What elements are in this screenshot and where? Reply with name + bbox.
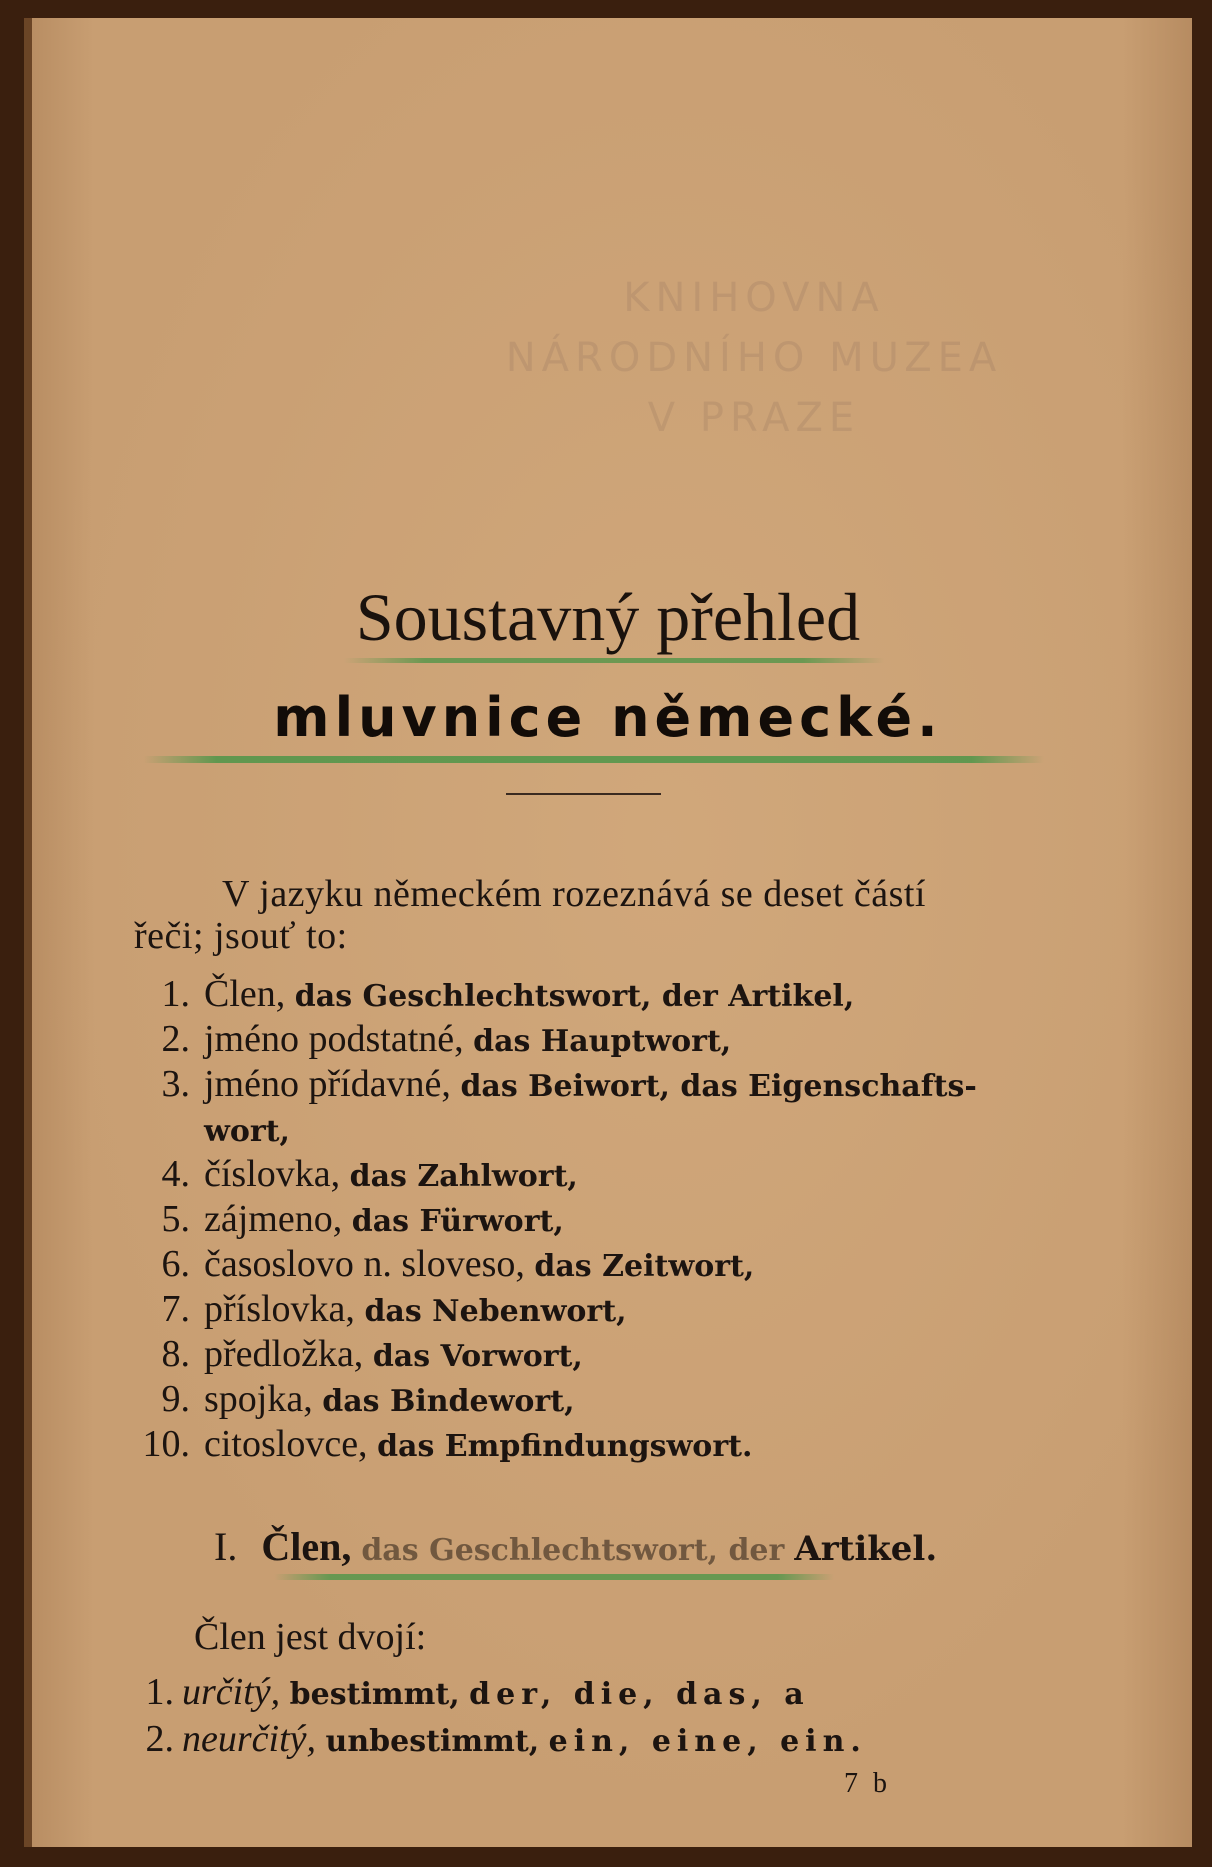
list-item-number: 10. [142,1423,190,1465]
list-item-number: 9. [161,1378,190,1420]
list-item [134,1153,1094,1198]
list-item-german: das Bindewort, [322,1384,575,1419]
list-item-german: das Beiwort, das Eigenschafts- [460,1069,977,1104]
list-item-czech: příslovka, [204,1288,355,1330]
book-page [24,18,1192,1847]
list-item-german: das Hauptwort, [473,1024,732,1059]
article-german: unbestimmt, [325,1724,540,1759]
list-item-czech: číslovka, [204,1153,341,1195]
subtitle-underline [144,756,1044,763]
list-item [134,1018,1094,1063]
article-czech: určitý, [182,1671,281,1713]
divider-rule [506,793,661,795]
list-item-czech: časoslovo n. sloveso, [204,1243,525,1285]
section-german: Artikel. [794,1529,938,1569]
stamp-line-1: KNIHOVNA [623,275,885,321]
article-czech: neurčitý, [182,1718,317,1760]
list-item-czech: zájmeno, [204,1198,343,1240]
page-spine-edge [24,18,32,1847]
list-item [134,1198,1094,1243]
list-item [134,1288,1094,1333]
list-item-german: das Vorwort, [372,1339,583,1374]
list-item-czech: spojka, [204,1378,313,1420]
list-item-czech: citoslovce, [204,1423,368,1465]
library-stamp [494,268,1014,468]
article-number: 2. [145,1718,174,1760]
list-item [134,1063,1094,1153]
list-item [134,973,1094,1018]
list-item [134,1670,1094,1717]
article-forms: ein, eine, ein. [548,1724,867,1759]
article-number: 1. [145,1671,174,1713]
section-number: I. [214,1524,238,1569]
list-item-german: das Nebenwort, [364,1294,627,1329]
list-item-number: 4. [161,1153,190,1195]
stamp-line-3: V PRAZE [647,395,861,441]
list-item-german: das Empfindungswort. [377,1429,753,1464]
list-item-czech: Člen, [204,973,286,1015]
list-item-german: das Zahlwort, [349,1159,578,1194]
intro-line-2: řeči; jsouť to: [134,915,348,957]
list-item-german: das Zeitwort, [534,1249,755,1284]
article-forms: der, die, das, a [469,1677,810,1712]
list-item [134,1333,1094,1378]
section-czech: Člen, [261,1524,352,1569]
list-item-czech: jméno přídavné, [204,1063,451,1105]
section-heading [214,1523,1114,1570]
list-item-czech: jméno podstatné, [204,1018,464,1060]
list-item-german-continued: wort, [204,1114,290,1149]
intro-paragraph [134,873,1094,957]
article-list [134,1670,1094,1764]
list-item-german: das Fürwort, [351,1204,564,1239]
list-item-number: 6. [161,1243,190,1285]
section-faded-german: das Geschlechtswort, der [361,1533,785,1568]
intro-line-1: V jazyku německém rozeznává se deset částí [222,873,926,915]
printer-signature-mark: 7 b [844,1768,891,1799]
parts-of-speech-list [134,973,1094,1468]
list-item-german: das Geschlechtswort, der Artikel, [294,979,855,1014]
list-item-czech: předložka, [204,1333,364,1375]
list-item [134,1378,1094,1423]
list-item-number: 7. [161,1288,190,1330]
page-title: Soustavný přehled [355,579,861,655]
article-intro: Člen jest dvojí: [194,1616,427,1658]
list-item [134,1423,1094,1468]
stamp-line-2: NÁRODNÍHO MUZEA [505,335,1003,381]
list-item-number: 3. [161,1063,190,1105]
list-item [134,1717,1094,1764]
article-german: bestimmt, [289,1677,460,1712]
list-item-number: 1. [161,973,190,1015]
list-item-number: 5. [161,1198,190,1240]
page-subtitle: mluvnice německé. [273,686,943,749]
list-item-number: 2. [161,1018,190,1060]
list-item-number: 8. [161,1333,190,1375]
list-item [134,1243,1094,1288]
section-heading-underline [274,1574,834,1580]
title-underline [344,658,884,663]
